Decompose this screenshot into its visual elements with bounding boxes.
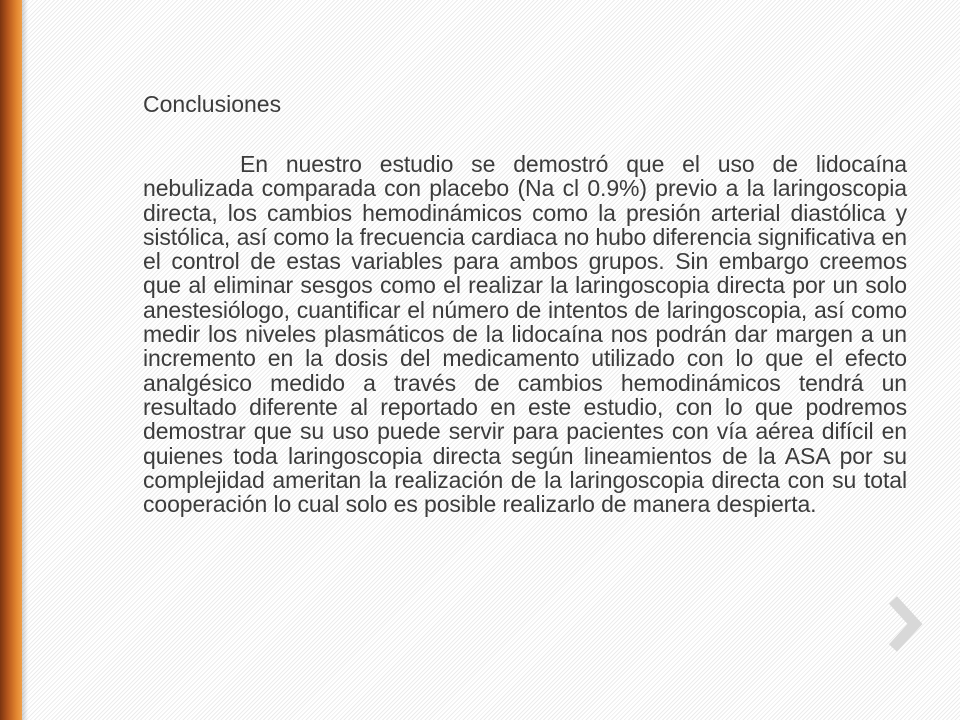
chevron-right-icon xyxy=(884,596,924,652)
slide-title: Conclusiones xyxy=(143,91,282,117)
accent-side-bar xyxy=(0,0,22,720)
next-slide-button[interactable] xyxy=(884,596,924,652)
slide-content xyxy=(143,90,907,516)
conclusion-paragraph: En nuestro estudio se demostró que el uso de lidocaína nebulizada comparada con placebo (Na cl 0.9%) previo a la laringoscopia directa, los cambios hemodinámicos como la presión arterial diastólica y sistólica, así como la frecuencia cardiaca no hubo diferencia significativa en el control de estas variables para ambos grupos. Sin embargo creemos que al eliminar sesgos como el realizar la laringoscopia directa por un solo anestesiólogo, cuantificar el número de intentos de laringoscopia, así como medir los niveles plasmáticos de la lidocaína nos podrán dar margen a un incremento en la dosis del medicamento utilizado con lo que el efecto analgésico medido a través de cambios hemodinámicos tendrá un resultado diferente al reportado en este estudio, con lo que podremos demostrar que su uso puede servir para pacientes con vía aérea difícil en quienes toda laringoscopia directa según lineamientos de la ASA por su complejidad ameritan la realización de la laringoscopia directa con su total cooperación lo cual solo es posible realizarlo de manera despierta. xyxy=(143,151,907,518)
